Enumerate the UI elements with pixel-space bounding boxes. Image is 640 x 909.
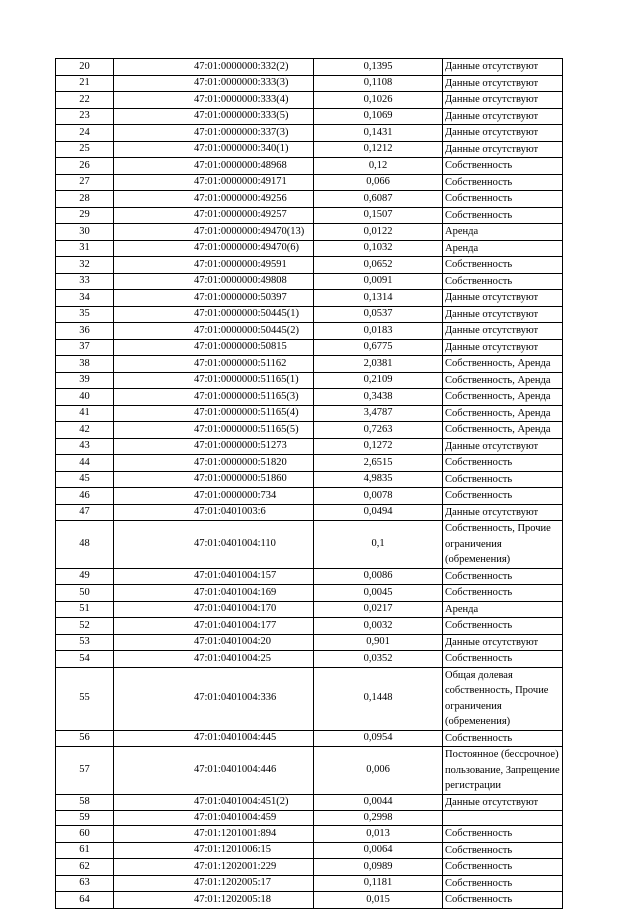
- area-value: 2,0381: [314, 356, 443, 373]
- row-number: 21: [56, 75, 114, 92]
- cadastral-number: 47:01:0401004:451(2): [114, 794, 314, 811]
- table-row: [56, 747, 563, 795]
- right-type: Собственность: [443, 207, 563, 224]
- cadastral-number: 47:01:0401004:446: [114, 747, 314, 795]
- table-row: [56, 207, 563, 224]
- cadastral-number: 47:01:0000000:50397: [114, 290, 314, 307]
- cadastral-number: 47:01:0000000:49257: [114, 207, 314, 224]
- table-row: [56, 405, 563, 422]
- area-value: 0,7263: [314, 422, 443, 439]
- area-value: 0,1108: [314, 75, 443, 92]
- right-type: Собственность, Аренда: [443, 356, 563, 373]
- cadastral-number: 47:01:0000000:337(3): [114, 125, 314, 142]
- row-number: 47: [56, 504, 114, 521]
- right-type: Собственность: [443, 859, 563, 876]
- table-row: [56, 730, 563, 747]
- cadastral-number: 47:01:0000000:49256: [114, 191, 314, 208]
- cadastral-number: 47:01:1202005:17: [114, 875, 314, 892]
- table-body: [56, 59, 563, 909]
- row-number: 37: [56, 339, 114, 356]
- area-value: 0,0954: [314, 730, 443, 747]
- table-row: [56, 667, 563, 730]
- area-value: 0,0044: [314, 794, 443, 811]
- right-type: Собственность, Аренда: [443, 389, 563, 406]
- row-number: 48: [56, 521, 114, 569]
- right-type: Данные отсутствуют: [443, 75, 563, 92]
- cadastral-number: 47:01:0000000:51820: [114, 455, 314, 472]
- row-number: 63: [56, 875, 114, 892]
- area-value: 0,1032: [314, 240, 443, 257]
- row-number: 34: [56, 290, 114, 307]
- row-number: 29: [56, 207, 114, 224]
- table-row: [56, 859, 563, 876]
- table-row: [56, 618, 563, 635]
- cadastral-number: 47:01:1201001:894: [114, 826, 314, 843]
- table-row: [56, 290, 563, 307]
- row-number: 23: [56, 108, 114, 125]
- cadastral-number: 47:01:0000000:49591: [114, 257, 314, 274]
- cadastral-number: 47:01:0000000:51165(4): [114, 405, 314, 422]
- row-number: 46: [56, 488, 114, 505]
- cadastral-number: 47:01:0000000:48968: [114, 158, 314, 175]
- right-type: Собственность: [443, 651, 563, 668]
- cadastral-number: 47:01:0401004:336: [114, 667, 314, 730]
- right-type: Собственность: [443, 585, 563, 602]
- row-number: 32: [56, 257, 114, 274]
- area-value: 0,1181: [314, 875, 443, 892]
- row-number: 52: [56, 618, 114, 635]
- cadastral-number: 47:01:0401004:459: [114, 811, 314, 826]
- area-value: 0,0064: [314, 842, 443, 859]
- cadastral-number: 47:01:0000000:49808: [114, 273, 314, 290]
- right-type: Собственность: [443, 842, 563, 859]
- cadastral-number: 47:01:0401004:110: [114, 521, 314, 569]
- area-value: 0,1272: [314, 438, 443, 455]
- right-type: Собственность: [443, 257, 563, 274]
- row-number: 59: [56, 811, 114, 826]
- table-row: [56, 471, 563, 488]
- cadastral-number: 47:01:0000000:51165(5): [114, 422, 314, 439]
- cadastral-number: 47:01:0401004:20: [114, 634, 314, 651]
- cadastral-number: 47:01:0401004:25: [114, 651, 314, 668]
- cadastral-number: 47:01:0000000:50445(2): [114, 323, 314, 340]
- area-value: 0,6087: [314, 191, 443, 208]
- area-value: 0,0352: [314, 651, 443, 668]
- cadastral-number: 47:01:0401004:169: [114, 585, 314, 602]
- area-value: 0,0537: [314, 306, 443, 323]
- right-type: [443, 811, 563, 826]
- table-row: [56, 438, 563, 455]
- row-number: 33: [56, 273, 114, 290]
- table-row: [56, 75, 563, 92]
- row-number: 36: [56, 323, 114, 340]
- area-value: 0,0086: [314, 568, 443, 585]
- area-value: 0,006: [314, 747, 443, 795]
- right-type: Данные отсутствуют: [443, 323, 563, 340]
- cadastral-number: 47:01:0000000:51273: [114, 438, 314, 455]
- table-row: [56, 257, 563, 274]
- cadastral-number: 47:01:0000000:333(4): [114, 92, 314, 109]
- row-number: 61: [56, 842, 114, 859]
- right-type: Собственность: [443, 273, 563, 290]
- row-number: 55: [56, 667, 114, 730]
- right-type: Собственность: [443, 455, 563, 472]
- row-number: 49: [56, 568, 114, 585]
- right-type: Данные отсутствуют: [443, 59, 563, 76]
- right-type: Собственность, Аренда: [443, 372, 563, 389]
- cadastral-number: 47:01:0401004:157: [114, 568, 314, 585]
- cadastral-number: 47:01:0000000:50815: [114, 339, 314, 356]
- cadastral-number: 47:01:0401003:6: [114, 504, 314, 521]
- row-number: 25: [56, 141, 114, 158]
- row-number: 26: [56, 158, 114, 175]
- table-row: [56, 488, 563, 505]
- right-type: Собственность: [443, 618, 563, 635]
- row-number: 64: [56, 892, 114, 909]
- right-type: Собственность: [443, 158, 563, 175]
- table-row: [56, 92, 563, 109]
- right-type: Собственность: [443, 568, 563, 585]
- table-row: [56, 356, 563, 373]
- area-value: 0,015: [314, 892, 443, 909]
- area-value: 0,2998: [314, 811, 443, 826]
- right-type: Аренда: [443, 601, 563, 618]
- cadastral-number: 47:01:0000000:51860: [114, 471, 314, 488]
- area-value: 4,9835: [314, 471, 443, 488]
- cadastral-number: 47:01:0000000:51162: [114, 356, 314, 373]
- right-type: Данные отсутствуют: [443, 794, 563, 811]
- area-value: 0,0091: [314, 273, 443, 290]
- cadastral-number: 47:01:0000000:51165(3): [114, 389, 314, 406]
- right-type: Данные отсутствуют: [443, 438, 563, 455]
- row-number: 54: [56, 651, 114, 668]
- table-row: [56, 826, 563, 843]
- right-type: Данные отсутствуют: [443, 108, 563, 125]
- cadastral-number: 47:01:0000000:49470(13): [114, 224, 314, 241]
- table-row: [56, 504, 563, 521]
- area-value: 0,1026: [314, 92, 443, 109]
- table-row: [56, 174, 563, 191]
- right-type: Собственность: [443, 826, 563, 843]
- row-number: 60: [56, 826, 114, 843]
- area-value: 0,1314: [314, 290, 443, 307]
- right-type: Данные отсутствуют: [443, 306, 563, 323]
- area-value: 0,0032: [314, 618, 443, 635]
- area-value: 0,6775: [314, 339, 443, 356]
- row-number: 45: [56, 471, 114, 488]
- table-row: [56, 389, 563, 406]
- cadastral-number: 47:01:0000000:734: [114, 488, 314, 505]
- area-value: 0,1: [314, 521, 443, 569]
- table-row: [56, 521, 563, 569]
- row-number: 28: [56, 191, 114, 208]
- table-row: [56, 191, 563, 208]
- row-number: 56: [56, 730, 114, 747]
- row-number: 50: [56, 585, 114, 602]
- row-number: 42: [56, 422, 114, 439]
- table-row: [56, 794, 563, 811]
- area-value: 0,1212: [314, 141, 443, 158]
- area-value: 0,066: [314, 174, 443, 191]
- table-row: [56, 455, 563, 472]
- cadastral-number: 47:01:0000000:49171: [114, 174, 314, 191]
- table-row: [56, 224, 563, 241]
- area-value: 0,1431: [314, 125, 443, 142]
- area-value: 0,1069: [314, 108, 443, 125]
- table-row: [56, 323, 563, 340]
- right-type: Данные отсутствуют: [443, 290, 563, 307]
- area-value: 0,1395: [314, 59, 443, 76]
- table-row: [56, 141, 563, 158]
- right-type: Данные отсутствуют: [443, 504, 563, 521]
- area-value: 3,4787: [314, 405, 443, 422]
- right-type: Аренда: [443, 240, 563, 257]
- cadastral-number: 47:01:1201006:15: [114, 842, 314, 859]
- right-type: Постоянное (бессрочное) пользование, Запрещение регистрации: [443, 747, 563, 795]
- right-type: Собственность: [443, 174, 563, 191]
- row-number: 58: [56, 794, 114, 811]
- table-row: [56, 59, 563, 76]
- cadastral-number: 47:01:0000000:340(1): [114, 141, 314, 158]
- row-number: 62: [56, 859, 114, 876]
- cadastral-number: 47:01:0000000:333(5): [114, 108, 314, 125]
- area-value: 0,0217: [314, 601, 443, 618]
- cadastral-number: 47:01:0401004:445: [114, 730, 314, 747]
- cadastral-number: 47:01:0401004:170: [114, 601, 314, 618]
- table-row: [56, 651, 563, 668]
- row-number: 35: [56, 306, 114, 323]
- table-row: [56, 585, 563, 602]
- right-type: Собственность: [443, 191, 563, 208]
- right-type: Данные отсутствуют: [443, 634, 563, 651]
- right-type: Собственность, Аренда: [443, 405, 563, 422]
- row-number: 41: [56, 405, 114, 422]
- table-row: [56, 306, 563, 323]
- table-row: [56, 422, 563, 439]
- table-row: [56, 273, 563, 290]
- table-row: [56, 842, 563, 859]
- row-number: 44: [56, 455, 114, 472]
- right-type: Собственность: [443, 875, 563, 892]
- right-type: Данные отсутствуют: [443, 125, 563, 142]
- cadastral-number: 47:01:0000000:50445(1): [114, 306, 314, 323]
- right-type: Общая долевая собственность, Прочие ограничения (обременения): [443, 667, 563, 730]
- area-value: 0,0989: [314, 859, 443, 876]
- table-row: [56, 108, 563, 125]
- table-row: [56, 892, 563, 909]
- right-type: Данные отсутствуют: [443, 339, 563, 356]
- table-row: [56, 601, 563, 618]
- table-row: [56, 568, 563, 585]
- area-value: 0,0045: [314, 585, 443, 602]
- right-type: Собственность: [443, 730, 563, 747]
- right-type: Собственность: [443, 471, 563, 488]
- area-value: 0,12: [314, 158, 443, 175]
- row-number: 30: [56, 224, 114, 241]
- area-value: 0,1507: [314, 207, 443, 224]
- row-number: 51: [56, 601, 114, 618]
- row-number: 22: [56, 92, 114, 109]
- area-value: 0,901: [314, 634, 443, 651]
- table-row: [56, 811, 563, 826]
- row-number: 31: [56, 240, 114, 257]
- area-value: 0,3438: [314, 389, 443, 406]
- row-number: 39: [56, 372, 114, 389]
- row-number: 57: [56, 747, 114, 795]
- cadastral-number: 47:01:1202001:229: [114, 859, 314, 876]
- cadastral-number: 47:01:0000000:332(2): [114, 59, 314, 76]
- cadastral-number: 47:01:0000000:51165(1): [114, 372, 314, 389]
- area-value: 0,0078: [314, 488, 443, 505]
- cadastral-number: 47:01:0000000:49470(6): [114, 240, 314, 257]
- right-type: Собственность: [443, 892, 563, 909]
- row-number: 24: [56, 125, 114, 142]
- area-value: 2,6515: [314, 455, 443, 472]
- table-row: [56, 875, 563, 892]
- area-value: 0,0652: [314, 257, 443, 274]
- area-value: 0,0122: [314, 224, 443, 241]
- row-number: 43: [56, 438, 114, 455]
- area-value: 0,0183: [314, 323, 443, 340]
- right-type: Данные отсутствуют: [443, 141, 563, 158]
- right-type: Собственность, Прочие ограничения (обременения): [443, 521, 563, 569]
- table-row: [56, 634, 563, 651]
- right-type: Аренда: [443, 224, 563, 241]
- cadastral-number: 47:01:1202005:18: [114, 892, 314, 909]
- area-value: 0,0494: [314, 504, 443, 521]
- row-number: 20: [56, 59, 114, 76]
- right-type: Данные отсутствуют: [443, 92, 563, 109]
- row-number: 38: [56, 356, 114, 373]
- row-number: 40: [56, 389, 114, 406]
- area-value: 0,2109: [314, 372, 443, 389]
- table-row: [56, 125, 563, 142]
- area-value: 0,013: [314, 826, 443, 843]
- table-row: [56, 372, 563, 389]
- cadastral-number: 47:01:0401004:177: [114, 618, 314, 635]
- table-row: [56, 240, 563, 257]
- right-type: Собственность, Аренда: [443, 422, 563, 439]
- row-number: 27: [56, 174, 114, 191]
- area-value: 0,1448: [314, 667, 443, 730]
- row-number: 53: [56, 634, 114, 651]
- table-row: [56, 339, 563, 356]
- land-parcels-table: [55, 58, 563, 909]
- table-row: [56, 158, 563, 175]
- cadastral-number: 47:01:0000000:333(3): [114, 75, 314, 92]
- right-type: Собственность: [443, 488, 563, 505]
